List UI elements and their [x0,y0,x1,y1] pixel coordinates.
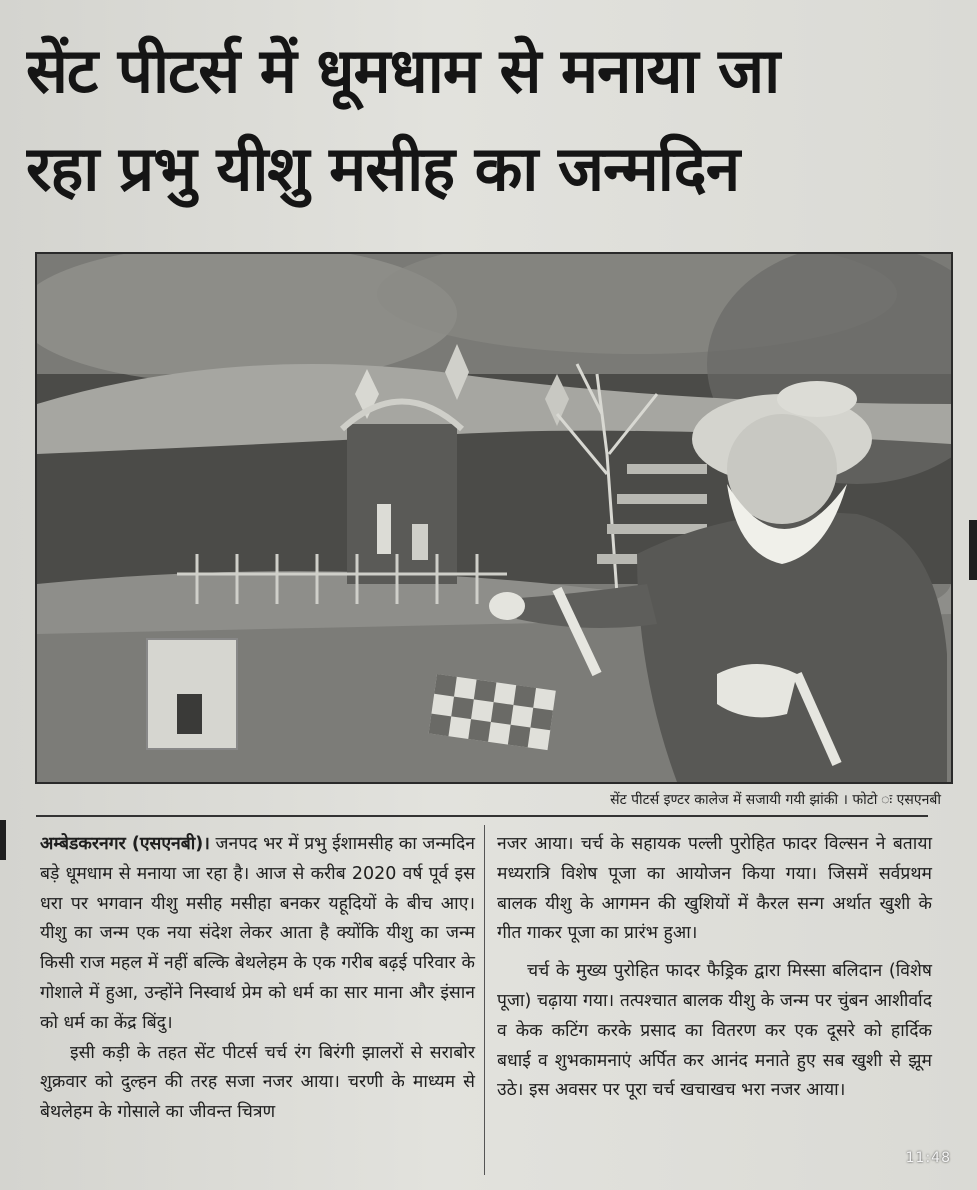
headline [18,22,971,218]
nativity-scene-illustration [37,254,951,782]
news-photo [35,252,953,784]
photo-caption: सेंट पीटर्स इण्टर कालेज में सजायी गयी झांकी । फोटो ः एसएनबी [610,792,941,808]
column-divider [484,825,485,1175]
article-paragraph: इसी कड़ी के तहत सेंट पीटर्स चर्च रंग बिरंगी झालरों से सराबोर शुक्रवार को दुल्हन की तरह सजा नजर आया। चरणी के माध्यम से बेथलेहम के गोसाले का जीवन्त चित्रण [40,1042,475,1123]
page-edge-mark [969,520,977,580]
article-column-1 [40,830,475,1128]
page-edge-mark [0,820,6,860]
article-column-2 [497,830,932,1106]
headline-line-1: सेंट पीटर्स में धूमधाम से मनाया जा [26,34,780,107]
divider-rule [36,815,928,817]
timestamp-overlay: 11:48 [905,1150,951,1166]
article-paragraph: नजर आया। चर्च के सहायक पल्ली पुरोहित फादर विल्सन ने बताया मध्यरात्रि विशेष पूजा का आयोजन किया गया। जिसमें सर्वप्रथम बालक यीशु के आगमन की खुशियों में कैरल सन्ग अर्थात खुशी के गीत गाकर पूजा का प्रारंभ हुआ। [497,834,932,944]
article-paragraph: चर्च के मुख्य पुरोहित फादर फैड्रिक द्वारा मिस्सा बलिदान (विशेष पूजा) चढ़ाया गया। तत्पश्चात बालक यीशु के जन्म पर चुंबन आशीर्वाद व केक कटिंग करके प्रसाद का वितरण कर एक दूसरे को हार्दिक बधाई व शुभकामनाएं अर्पित कर आनंद मनाते हुए सब खुशी से झूम उठे। इस अवसर पर पूरा चर्च खचाखच भरा नजर आया। [497,961,932,1101]
article-paragraph [40,830,475,1039]
paragraph-text: जनपद भर में प्रभु ईशामसीह का जन्मदिन बड़े धूमधाम से मनाया जा रहा है। आज से करीब 2020 वर्ष पूर्व इस धरा पर भगवान यीशु मसीह मसीहा बनकर यहूदियों के बीच आए। यीशु का जन्म एक नया संदेश लेकर आता है क्योंकि यीशु का जन्म किसी राज महल में नहीं बल्कि बेथलेहम के एक गरीब बढ़ई परिवार के गोशाले में हुआ, उन्होंने निस्वार्थ प्रेम को धर्म का सार माना और इंसान को धर्म का केंद्र बिंदु। [40,834,475,1033]
headline-line-2: रहा प्रभु यीशु मसीह का जन्मदिन [26,132,740,205]
dateline: अम्बेडकरनगर (एसएनबी)। [40,834,210,854]
